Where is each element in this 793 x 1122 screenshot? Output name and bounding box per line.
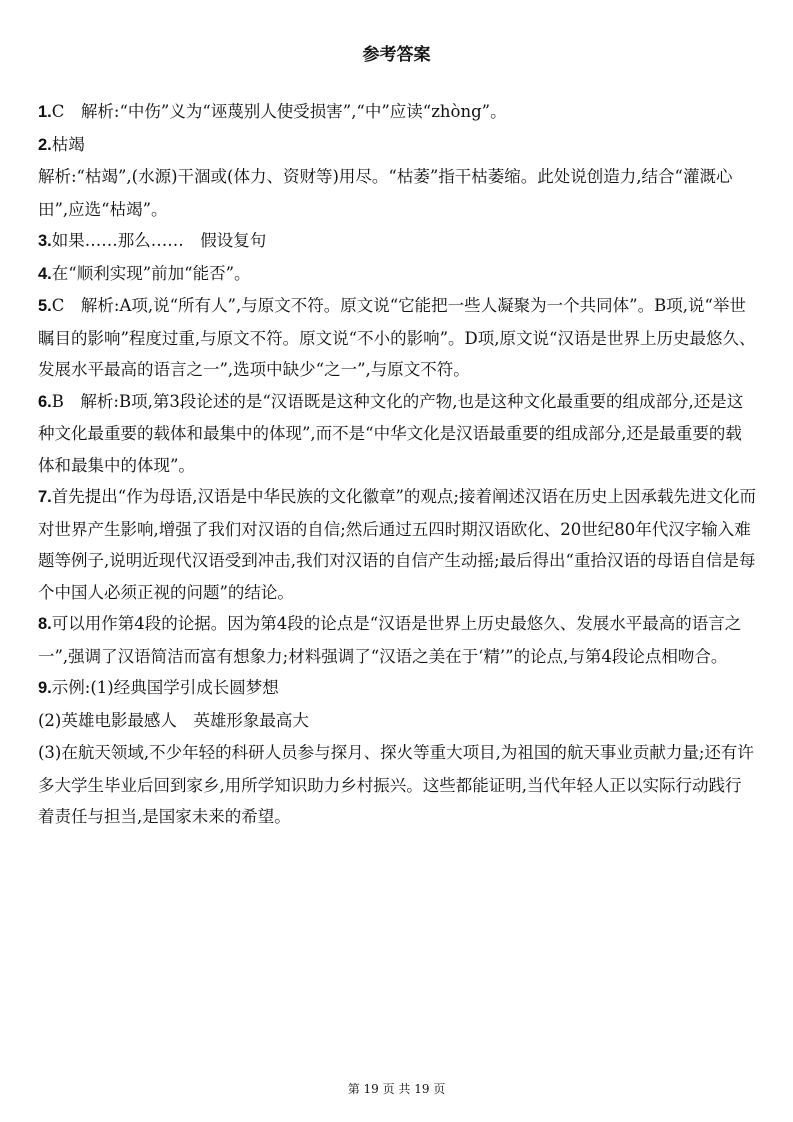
answer-item [38, 386, 756, 482]
answer-number: 6. [38, 392, 52, 411]
answer-item [38, 672, 756, 705]
answer-number: 3. [38, 232, 52, 250]
answer-item [38, 129, 756, 162]
answer-item [38, 737, 756, 833]
answer-item [38, 96, 756, 129]
answer-text: C 解析:A项,说“所有人”,与原文不符。原文说“它能把一些人凝聚为一个共同体”。B项,说“举世瞩目的影响”程度过重,与原文不符。原文说“不小的影响”。D项,原文说“汉语是世界上历史最悠久、发展水平最高的语言之一”,选项中缺少“之一”,与原文不符。 [38, 296, 756, 379]
answer-item [38, 161, 756, 225]
answer-number: 2. [38, 135, 52, 154]
answer-number: 8. [38, 615, 52, 633]
answer-item [38, 481, 756, 608]
answer-item [38, 225, 756, 258]
answer-text: 解析:“枯竭”,(水源)干涸或(体力、资财等)用尽。“枯萎”指干枯萎缩。此处说创造力,结合“灌溉心田”,应选“枯竭”。 [38, 167, 733, 219]
answer-number: 9. [38, 679, 52, 697]
answer-text: 示例:(1)经典国学引成长圆梦想 [51, 678, 279, 697]
answer-item [38, 608, 756, 672]
answer-text: 可以用作第4段的论据。因为第4段的论点是“汉语是世界上历史最悠久、发展水平最高的语言之一”,强调了汉语简洁而富有想象力;材料强调了“汉语之美在于‘精’”的论点,与第4段论点相吻合。 [38, 614, 742, 666]
answer-text: C 解析:“中伤”义为“诬蔑别人使受损害”,“中”应读“zhòng”。 [51, 102, 507, 121]
answer-text: 如果……那么…… 假设复句 [51, 231, 267, 250]
answer-text: B 解析:B项,第3段论述的是“汉语既是这种文化的产物,也是这种文化最重要的组成部分,还是这种文化最重要的载体和最集中的体现”,而不是“中华文化是汉语最重要的组成部分,还是最重要的载体和最集中的体现”。 [38, 391, 744, 475]
answer-number: 5. [38, 297, 52, 315]
page-title: 参考答案 [362, 45, 431, 65]
page-footer: 第 19 页 共 19 页 [347, 1082, 446, 1096]
answer-number: 7. [38, 488, 52, 506]
answer-text: (3)在航天领域,不少年轻的科研人员参与探月、探火等重大项目,为祖国的航天事业贡献力量;还有许多大学生毕业后回到家乡,用所学知识助力乡村振兴。这些都能证明,当代年轻人正以实际行动践行着责任与担当,是国家未来的希望。 [38, 743, 754, 826]
answer-list [38, 96, 756, 833]
answer-text: 首先提出“作为母语,汉语是中华民族的文化徽章”的观点;接着阐述汉语在历史上因承载先进文化而对世界产生影响,增强了我们对汉语的自信;然后通过五四时期汉语欧化、20世纪80年代汉字输入难题等例子,说明近现代汉语受到冲击,我们对汉语的自信产生动摇;最后得出“重拾汉语的母语自信是每个中国人必须正视的问题”的结论。 [38, 487, 756, 602]
answer-text: 在“顺利实现”前加“能否”。 [51, 263, 251, 283]
answer-item [38, 258, 756, 291]
answer-item [38, 705, 756, 738]
answer-text: 枯竭 [51, 134, 85, 154]
answer-text: (2)英雄电影最感人 英雄形象最高大 [38, 710, 309, 730]
answer-number: 4. [38, 264, 52, 283]
answer-number: 1. [38, 103, 52, 121]
answer-item [38, 290, 756, 386]
